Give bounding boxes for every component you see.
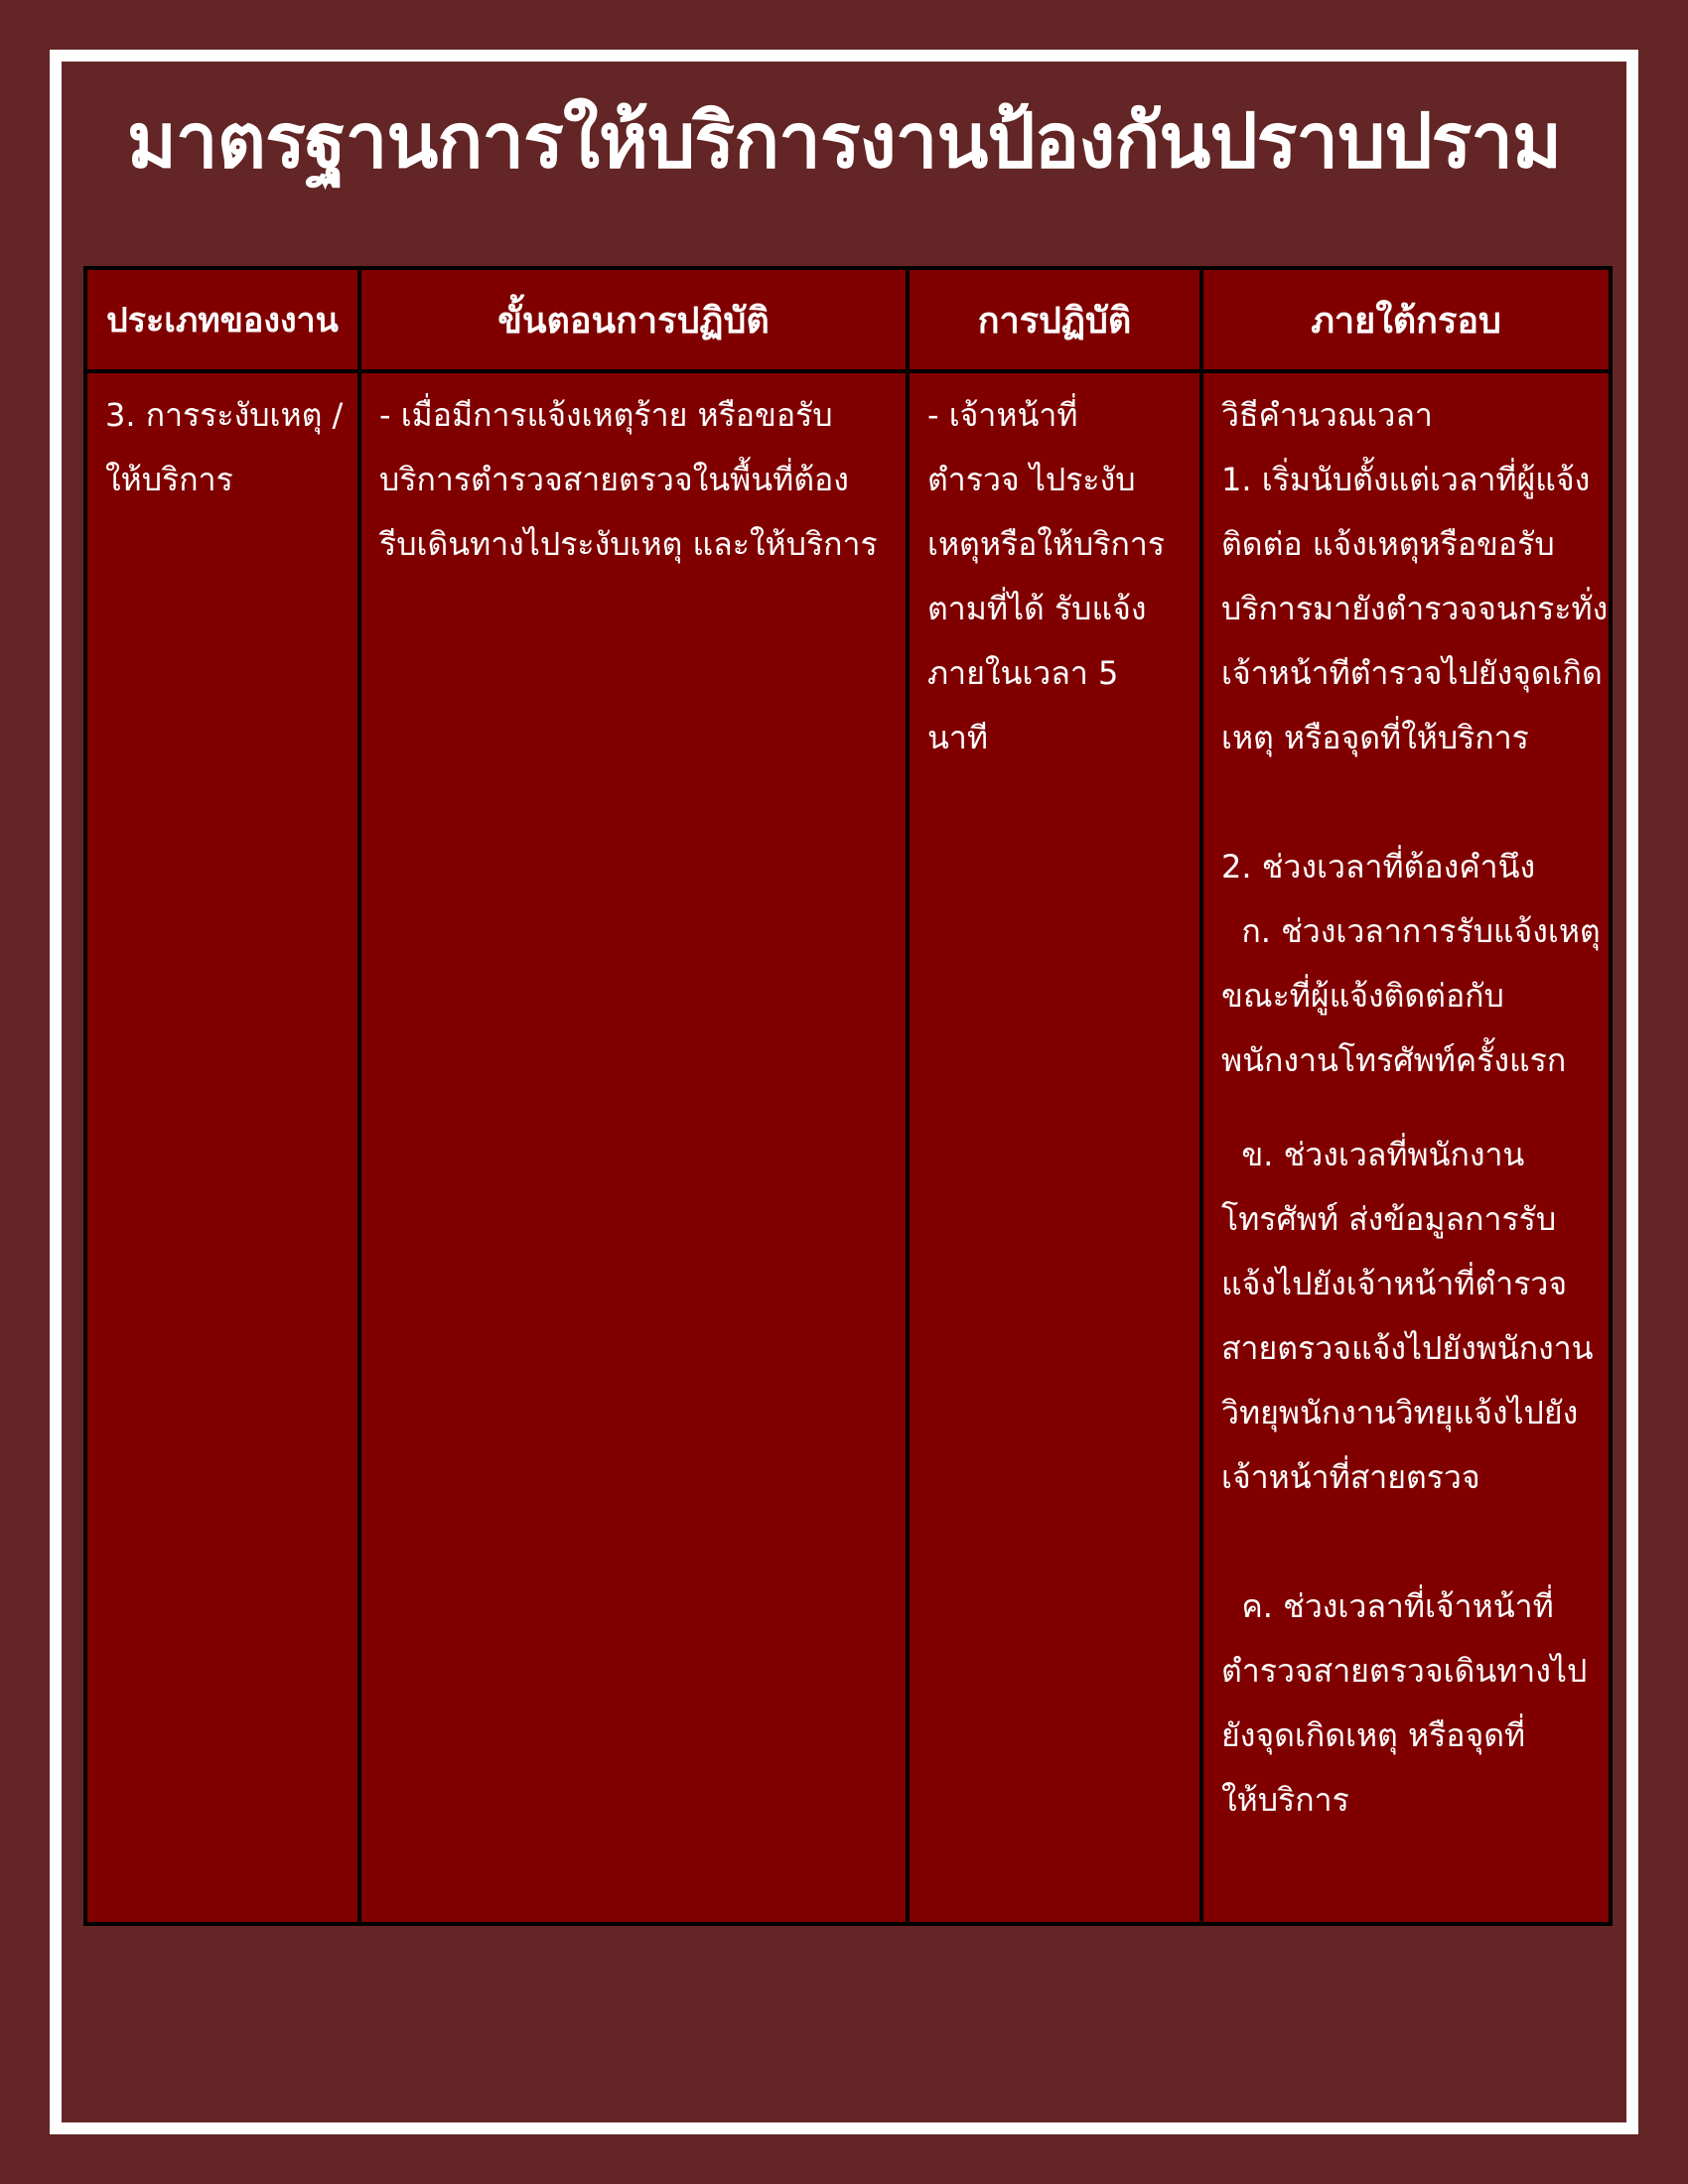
header-framework: ภายใต้กรอบ	[1201, 268, 1611, 371]
spacer	[1221, 1510, 1591, 1574]
cell-framework	[1201, 371, 1611, 1924]
procedure-line: - เมื่อมีการแจ้งเหตุร้าย หรือขอรับ	[379, 396, 833, 434]
practice-line: ตำรวจ ไประงับ	[927, 461, 1136, 498]
framework-line: ตำรวจสายตรวจเดินทางไป	[1221, 1652, 1588, 1690]
framework-line: สายตรวจแจ้งไปยังพนักงาน	[1221, 1329, 1594, 1367]
framework-line: เหตุ หรือจุดที่ให้บริการ	[1221, 719, 1529, 756]
framework-line: ก. ช่วงเวลาการรับแจ้งเหตุ	[1221, 912, 1601, 950]
table-row	[85, 371, 1611, 1924]
service-standards-table	[83, 266, 1613, 1926]
practice-line: เหตุหรือให้บริการ	[927, 525, 1166, 563]
framework-line: 1. เริ่มนับตั้งแต่เวลาที่ผู้แจ้ง	[1221, 461, 1591, 498]
procedure-line: รีบเดินทางไประงับเหตุ และให้บริการ	[379, 525, 878, 563]
header-practice: การปฏิบัติ	[908, 268, 1201, 371]
framework-line: พนักงานโทรศัพท์ครั้งแรก	[1221, 1041, 1567, 1079]
header-procedure: ขั้นตอนการปฏิบัติ	[359, 268, 908, 371]
practice-line: - เจ้าหน้าที่	[927, 396, 1078, 434]
framework-line: 2. ช่วงเวลาที่ต้องคำนึง	[1221, 848, 1536, 886]
cell-practice	[908, 371, 1201, 1924]
framework-line: ยังจุดเกิดเหตุ หรือจุดที่	[1221, 1716, 1526, 1754]
framework-line: ข. ช่วงเวลที่พนักงาน	[1221, 1136, 1525, 1173]
work-type-line: ให้บริการ	[105, 461, 233, 498]
framework-line: แจ้งไปยังเจ้าหน้าที่ตำรวจ	[1221, 1265, 1568, 1302]
spacer	[1221, 1093, 1591, 1123]
framework-line: ให้บริการ	[1221, 1781, 1349, 1819]
practice-line: ภายในเวลา 5	[927, 654, 1119, 692]
framework-line: เจ้าหน้าที่สายตรวจ	[1221, 1458, 1480, 1496]
spacer	[1221, 770, 1591, 835]
cell-work-type	[85, 371, 359, 1924]
work-type-line: 3. การระงับเหตุ /	[105, 396, 344, 434]
practice-line: ตามที่ได้ รับแจ้ง	[927, 590, 1147, 627]
framework-line: ติดต่อ แจ้งเหตุหรือขอรับ	[1221, 525, 1555, 563]
framework-line: โทรศัพท์ ส่งข้อมูลการรับ	[1221, 1200, 1557, 1238]
page-title: มาตรฐานการให้บริการงานป้องกันปราบปราม	[126, 96, 1562, 185]
procedure-line: บริการตำรวจสายตรวจในพื้นที่ต้อง	[379, 461, 849, 498]
framework-line: ขณะที่ผู้แจ้งติดต่อกับ	[1221, 977, 1504, 1015]
cell-procedure	[359, 371, 908, 1924]
practice-line: นาที	[927, 719, 988, 756]
framework-line: วิทยุพนักงานวิทยุแจ้งไปยัง	[1221, 1394, 1579, 1432]
framework-line: เจ้าหน้าทีตำรวจไปยังจุดเกิด	[1221, 654, 1603, 692]
framework-line: บริการมายังตำรวจจนกระทั่ง	[1221, 590, 1609, 627]
framework-line: ค. ช่วงเวลาที่เจ้าหน้าที่	[1221, 1587, 1554, 1625]
header-work-type: ประเภทของงาน	[85, 268, 359, 371]
table-header-row	[85, 268, 1611, 371]
framework-heading: วิธีคำนวณเวลา	[1221, 396, 1433, 434]
